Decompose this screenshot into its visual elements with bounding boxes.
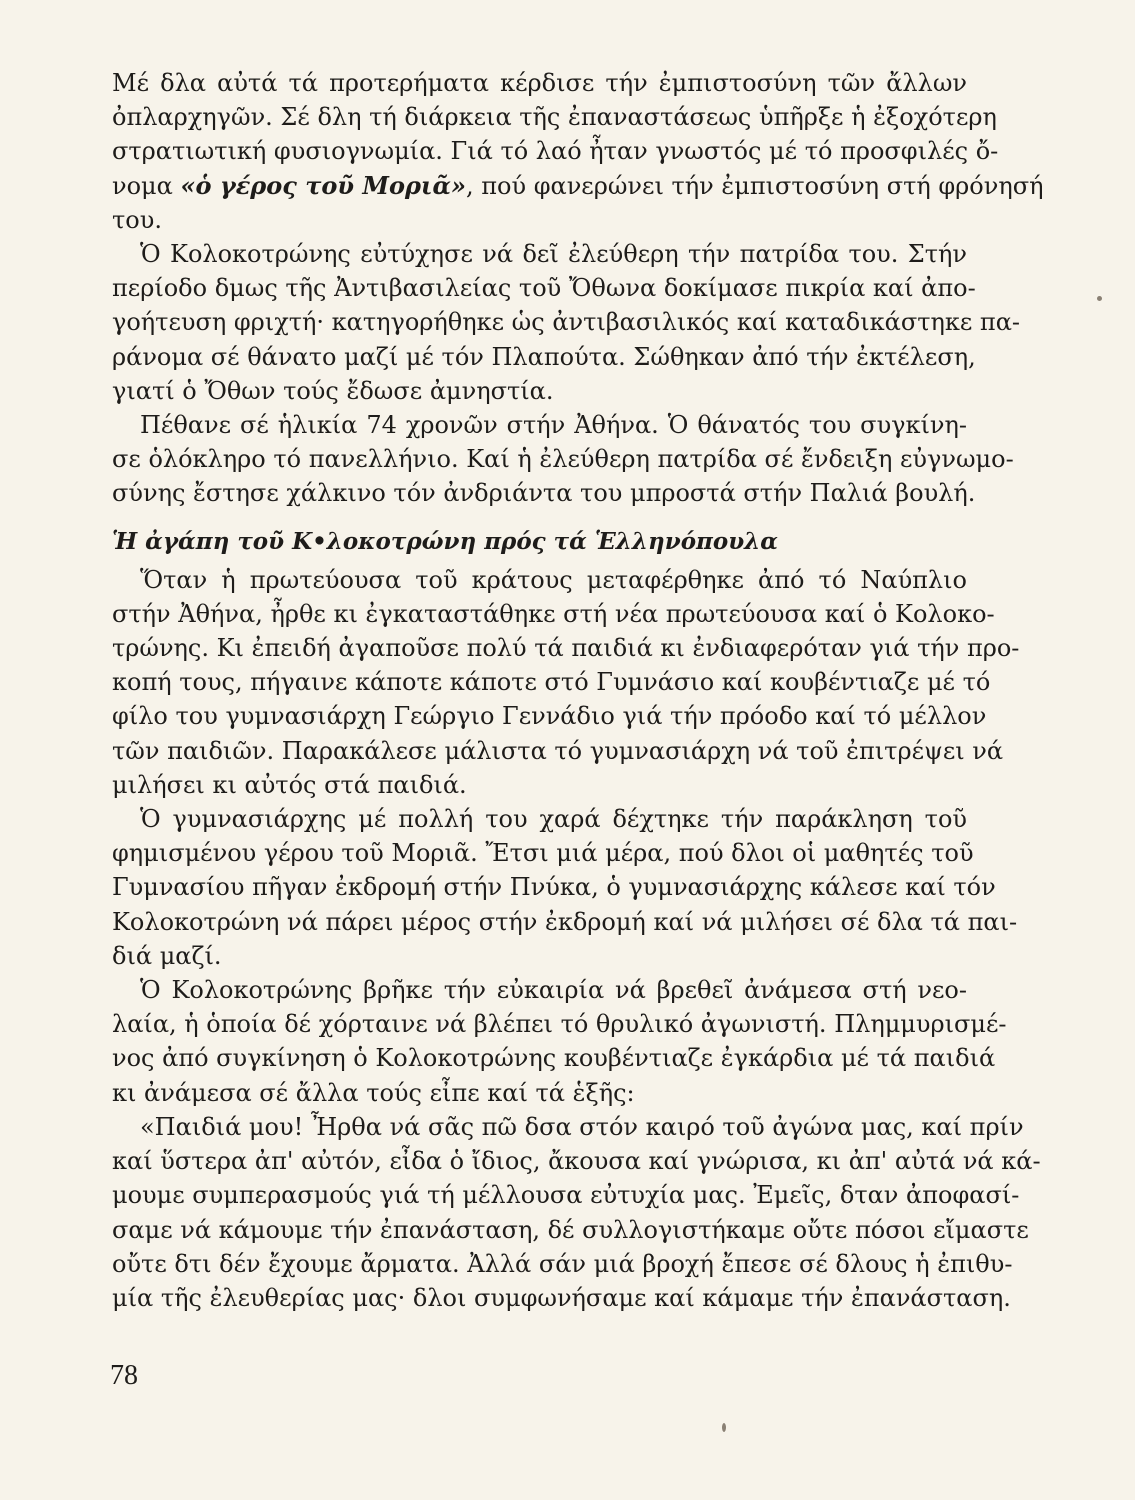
- text-line: νος ἀπό συγκίνηση ὁ Κολοκοτρώνης κουβέντιαζε ἐγκάρδια μέ τά παιδιά: [112, 1044, 996, 1073]
- text-line: τρώνης. Κι ἐπειδή ἀγαποῦσε πολύ τά παιδιά κι ἐνδιαφερόταν γιά τήν προ-: [112, 634, 1020, 663]
- paragraph-7: [112, 1110, 1041, 1315]
- scan-speck: [722, 1423, 726, 1432]
- text-line: σύνης ἔστησε χάλκινο τόν ἀνδριάντα του μπροστά στήν Παλιά βουλή.: [112, 479, 976, 508]
- text-line: Ὁ Κολοκοτρώνης εὐτύχησε νά δεῖ ἐλεύθερη τήν πατρίδα του. Στήν: [140, 240, 967, 269]
- text-line: λαία, ἡ ὁποία δέ χόρταινε νά βλέπει τό θρυλικό ἀγωνιστή. Πλημμυρισμέ-: [112, 1010, 1007, 1039]
- text-line: στήν Ἀθήνα, ἦρθε κι ἐγκαταστάθηκε στή νέα πρωτεύουσα καί ὁ Κολοκο-: [112, 599, 995, 628]
- text-line: γοήτευση φριχτή· κατηγορήθηκε ὡς ἀντιβασιλικός καί καταδικάστηκε πα-: [112, 308, 1021, 337]
- text-line: σε ὁλόκληρο τό πανελλήνιο. Καί ἡ ἐλεύθερη πατρίδα σέ ἔνδειξη εὐγνωμο-: [112, 445, 1014, 474]
- scan-speck: [1097, 296, 1102, 301]
- text-line: μιλήσει κι αὐτός στά παιδιά.: [112, 770, 467, 799]
- paragraph-1: [112, 66, 1044, 237]
- text-line: μουμε συμπερασμούς γιά τή μέλλουσα εὐτυχία μας. Ἐμεῖς, δταν ἀποφασί-: [112, 1181, 1020, 1210]
- text-line: ράνομα σέ θάνατο μαζί μέ τόν Πλαπούτα. Σώθηκαν ἀπό τήν ἐκτέλεση,: [112, 342, 976, 371]
- text-line: γιατί ὁ Ὄθων τούς ἔδωσε ἀμνηστία.: [112, 376, 554, 405]
- paragraph-2: [112, 237, 1021, 408]
- text-line: Γυμνασίου πῆγαν ἐκδρομή στήν Πνύκα, ὁ γυμνασιάρχης κάλεσε καί τόν: [112, 873, 996, 902]
- text-line: διά μαζί.: [112, 941, 222, 970]
- text-line: κι ἀνάμεσα σέ ἄλλα τούς εἶπε καί τά ἑξῆς:: [112, 1078, 635, 1107]
- page-text: [112, 66, 1044, 1315]
- text-line: Μέ δλα αὐτά τά προτερήματα κέρδισε τήν ἐμπιστοσύνη τῶν ἄλλων: [112, 69, 967, 97]
- text-line: τῶν παιδιῶν. Παρακάλεσε μάλιστα τό γυμνασιάρχη νά τοῦ ἐπιτρέψει νά: [112, 736, 1004, 765]
- text-line: οὔτε δτι δέν ἔχουμε ἄρματα. Ἀλλά σάν μιά βροχή ἔπεσε σέ δλους ἡ ἐπιθυ-: [112, 1249, 1013, 1278]
- page-number: 78: [110, 1360, 138, 1391]
- text-line: «Παιδιά μου! Ἦρθα νά σᾶς πῶ δσα στόν καιρό τοῦ ἀγώνα μας, καί πρίν: [140, 1112, 1024, 1141]
- text-line: καί ὕστερα ἀπ' αὐτόν, εἶδα ὁ ἴδιος, ἄκουσα καί γνώρισα, κι ἀπ' αὐτά νά κά-: [112, 1147, 1041, 1176]
- paragraph-6: [112, 973, 1007, 1110]
- text-line: κοπή τους, πήγαινε κάποτε κάποτε στό Γυμνάσιο καί κουβέντιαζε μέ τό: [112, 668, 991, 697]
- text-line: μία τῆς ἐλευθερίας μας· δλοι συμφωνήσαμε καί κάμαμε τήν ἐπανάσταση.: [112, 1283, 1011, 1312]
- text-line: Ὁ Κολοκοτρώνης βρῆκε τήν εὐκαιρία νά βρεθεῖ ἀνάμεσα στή νεο-: [140, 976, 967, 1005]
- emphasized-nickname: «ὁ γέρος τοῦ Μοριᾶ»: [180, 170, 466, 200]
- section-heading: Ἡ ἀγάπη τοῦ Κ•λοκοτρώνη πρός τά Ἑλληνόπουλα: [112, 527, 779, 555]
- text-line: ὀπλαρχηγῶν. Σέ δλη τή διάρκεια τῆς ἐπαναστάσεως ὑπῆρξε ἡ ἐξοχότερη: [112, 103, 997, 132]
- text-line: Ὁ γυμνασιάρχης μέ πολλή του χαρά δέχτηκε τήν παράκληση τοῦ: [140, 805, 967, 834]
- paragraph-4: [112, 563, 1020, 802]
- text-line: Κολοκοτρώνη νά πάρει μέρος στήν ἐκδρομή καί νά μιλήσει σέ δλα τά παι-: [112, 907, 1018, 936]
- text-line: στρατιωτική φυσιογνωμία. Γιά τό λαό ἦταν γνωστός μέ τό προσφιλές ὄ-: [112, 137, 999, 166]
- text-line: Πέθανε σέ ἡλικία 74 χρονῶν στήν Ἀθήνα. Ὁ θάνατός του συγκίνη-: [140, 411, 967, 440]
- text-line: Ὅταν ἡ πρωτεύουσα τοῦ κράτους μεταφέρθηκε ἀπό τό Ναύπλιο: [140, 565, 967, 594]
- text-line: φημισμένου γέρου τοῦ Μοριᾶ. Ἔτσι μιά μέρα, πού δλοι οἱ μαθητές τοῦ: [112, 839, 974, 868]
- text-line: φίλο του γυμνασιάρχη Γεώργιο Γεννάδιο γιά τήν πρόοδο καί τό μέλλον: [112, 702, 987, 731]
- text-line: σαμε νά κάμουμε τήν ἐπανάσταση, δέ συλλογιστήκαμε οὔτε πόσοι εἴμαστε: [112, 1215, 1029, 1244]
- text-line: νομα «ὁ γέρος τοῦ Μοριᾶ», πού φανερώνει τήν ἐμπιστοσύνη στή φρόνησή: [112, 170, 1044, 200]
- paragraph-3: [112, 408, 1014, 511]
- text-line: του.: [112, 205, 162, 234]
- text-line: περίοδο δμως τῆς Ἀντιβασιλείας τοῦ Ὄθωνα δοκίμασε πικρία καί ἀπο-: [112, 274, 976, 303]
- paragraph-5: [112, 802, 1018, 973]
